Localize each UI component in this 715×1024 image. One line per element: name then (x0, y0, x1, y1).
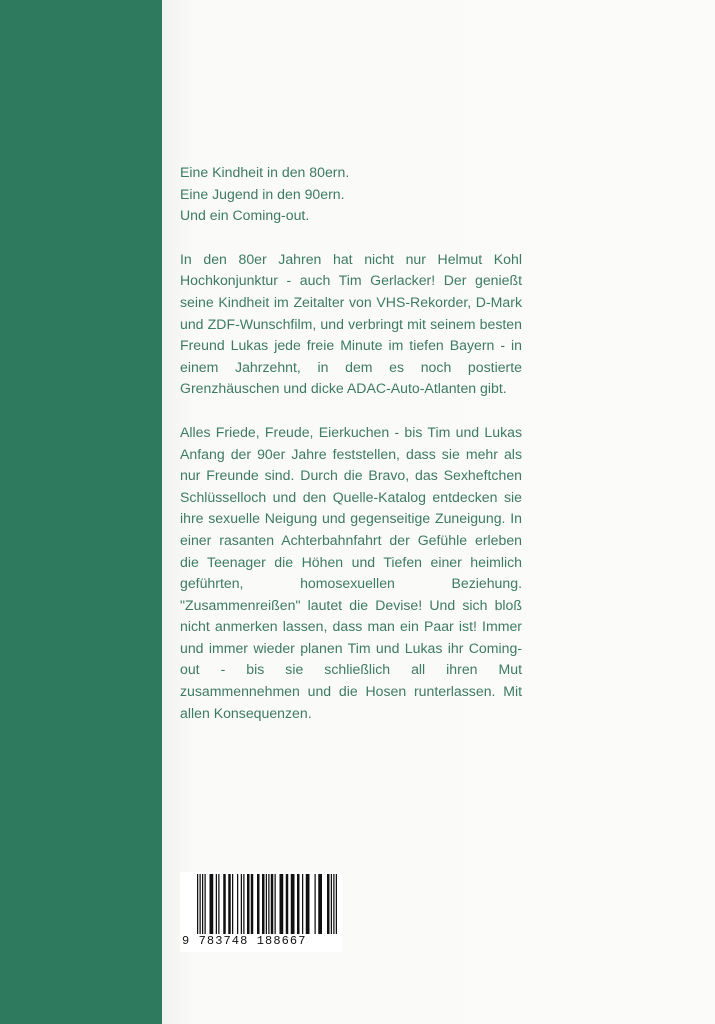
barcode-bar (247, 874, 250, 934)
barcode-bars (197, 874, 337, 934)
barcode-bar (302, 874, 303, 934)
barcode-bar (286, 874, 289, 934)
barcode-bar (210, 874, 214, 934)
barcode-bar (251, 874, 254, 934)
barcode-bar (331, 874, 332, 934)
tagline-line-2: Eine Jugend in den 90ern. (180, 185, 345, 202)
barcode-bar (336, 874, 337, 934)
barcode-bar (205, 874, 206, 934)
tagline-line-3: Und ein Coming-out. (180, 207, 310, 224)
barcode-bar (237, 874, 238, 934)
barcode-bar (315, 874, 316, 934)
barcode-bar (306, 874, 310, 934)
blurb-text-block (180, 162, 522, 724)
barcode-bar (200, 874, 201, 934)
barcode-bar (262, 874, 265, 934)
barcode-bar (243, 874, 244, 934)
barcode-bar (297, 874, 300, 934)
barcode-bar (202, 874, 203, 934)
barcode-bar (257, 874, 260, 934)
barcode-bar (275, 874, 276, 934)
barcode-digits: 9 783748 188667 (182, 934, 307, 948)
barcode-bar (291, 874, 295, 934)
blurb-paragraph-2: Alles Friede, Freude, Eierkuchen - bis Tim und Lukas Anfang der 90er Jahre feststellen, dass sie mehr als nur Freunde sind. Durch die Bravo, das Sexheftchen Schlüsselloch und den Quelle-Katalog entdecken sie ihre sexuelle Neigung und gegenseitige Zuneigung. In einer rasanten Achterbahnfahrt der Gefühle erleben die Teenager die Höhen und Tiefen einer heimlich geführten, homosexuellen Beziehung. "Zusammenreißen" lautet die Devise! Und sich bloß nicht anmerken lassen, dass man ein Paar ist! Immer und immer wieder planen Tim und Lukas ihr Coming-out - bis sie schließlich all ihren Mut zusammennehmen und die Hosen runterlassen. Mit allen Konsequenzen. (180, 423, 522, 721)
barcode-bar (223, 874, 226, 934)
isbn-barcode (180, 872, 342, 952)
barcode-bar (197, 874, 198, 934)
barcode-bar (333, 874, 334, 934)
blurb-paragraph-1: In den 80er Jahren hat nicht nur Helmut Kohl Hochkonjunktur - auch Tim Gerlacker! Der genießt seine Kindheit im Zeitalter von VHS-Rekorder, D-Mark und ZDF-Wunschfilm, und verbringt mit seinem besten Freund Lukas jede freie Minute im tiefen Bayern - in einem Jahrzehnt, in dem es noch postierte Grenzhäuschen und dicke ADAC-Auto-Atlanten gibt. (180, 250, 522, 397)
barcode-bar (318, 874, 322, 934)
barcode-bar (232, 874, 233, 934)
barcode-bar (266, 874, 267, 934)
green-spine-band (0, 0, 162, 1024)
tagline-line-1: Eine Kindheit in den 80ern. (180, 164, 350, 180)
barcode-bar (271, 874, 274, 934)
tagline (180, 162, 522, 227)
barcode-bar (218, 874, 219, 934)
barcode-bar (228, 874, 231, 934)
barcode-bar (268, 874, 269, 934)
barcode-bar (216, 874, 217, 934)
barcode-bar (327, 874, 330, 934)
barcode-bar (241, 874, 242, 934)
barcode-bar (280, 874, 284, 934)
